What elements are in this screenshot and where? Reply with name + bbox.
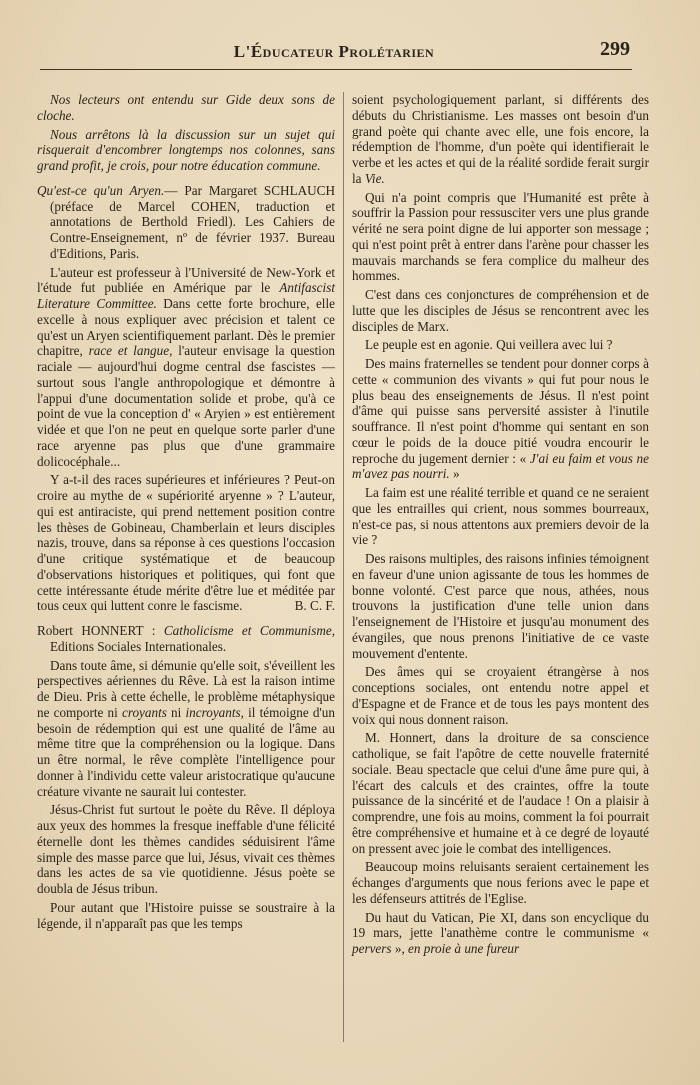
review-paragraph <box>352 910 649 957</box>
review-heading <box>37 183 335 262</box>
review-paragraph: Des âmes qui se croyaient étrangèrse à nos conceptions sociales, ont entendu notre appel et d'Espagne et de France et de tous les pays montent des voix qui nous donnent raison. <box>352 664 649 727</box>
review-paragraph: Des raisons multiples, des raisons infinies témoignent en faveur d'une union agissante de tous les hommes de bonne volonté. C'est parce que nous, athées, nous trouvons la justification d'une telle union dans l'enseignement de l'Histoire et jusqu'au monument des évangiles, que nous prenons l'initiative de ce vaste mouvement d'entente. <box>352 551 649 661</box>
review-paragraph: M. Honnert, dans la droiture de sa conscience catholique, se fait l'apôtre de cette nouvelle fraternité sociale. Beau spectacle que celui d'une âme pure qui, à l'écart des calculs et des craintes, offre la toute puissance de la sincérité et de l'audace ! On a plaisir à comprendre, une fois au moins, comment la foi pourrait être compréhensive et humaine et à ce degré de loyauté on pressent avec joie le combat des intelligences. <box>352 730 649 856</box>
editor-note-paragraph: Nos lecteurs ont entendu sur Gide deux sons de cloche. <box>37 92 335 123</box>
review-paragraph <box>37 472 335 614</box>
text-run: Vie. <box>364 170 385 186</box>
quote: J'ai eu faim et vous ne m'avez pas nourri. <box>352 450 649 482</box>
review-paragraph: Qui n'a point compris que l'Humanité est prête à souffrir la Passion pour ressusciter vers une plus grande vérité ne sera point digne de lui apporter son message ; qui n'est point prêt à entrer dans l'arène pour chasser les mauvais marchands se fera complice du malheur des hommes. <box>352 189 649 284</box>
review-reference: — Par Margaret SCHLAUCH (préface de Marcel COHEN, traduction et annotations de Berthold Friedl). Les Cahiers de Contre-Enseignement, nº de février 1937. Bureau d'Editions, Paris. <box>50 182 335 261</box>
text-run: l'auteur envisage la question raciale — aujourd'hui dogme central dse fascistes — surtout sous l'angle anthropologique et démontre à l'appui d'une documentation solide et probe, qu'à ce point de vue la conception d' « Aryien » est entièrement vidée et que l'on ne peut en quelque sorte parler d'une race aryenne pas plus que d'une grammaire dolicocéphale... <box>37 343 336 469</box>
text-run: Des mains fraternelles se tendent pour donner corps à cette « communion des vivants » qui fut pour nous le plus beau des enseignements de Jésus. Il n'est point d'âme qui puisse sans perversité assister à l'inutile souffrance. Il n'est point d'homme qui sentant en son cœur le poids de la douce pitié voudra encourir le reproche du jugement dernier : « <box>352 356 649 466</box>
text-run: en proie à une fureur <box>408 941 520 956</box>
text-run: croyants <box>121 704 167 720</box>
review-paragraph: Beaucoup moins reluisants seraient certainement les échanges d'arguments que nous ferions avec le pape et les défenseurs attitrés de l'Eglise. <box>352 859 649 906</box>
right-column <box>352 92 649 960</box>
review-paragraph: Le peuple est en agonie. Qui veillera avec lui ? <box>365 337 613 353</box>
running-title: L'Éducateur Prolétarien <box>233 42 435 61</box>
text-run: », <box>391 941 409 956</box>
journal-name: Antifascist Literature Committee. <box>37 280 335 311</box>
editor-note-paragraph: Nous arrêtons là la discussion sur un sujet qui risquerait d'encombrer longtemps nos colonnes, sans grand profit, je crois, pour notre éducation commune. <box>37 126 335 173</box>
page-number: 299 <box>600 38 630 60</box>
text-run: L'auteur est professeur à l'Université de New-York et l'étude fut publiée en Amérique par le <box>37 264 335 296</box>
review-title: Catholicisme et Communisme, <box>163 623 335 638</box>
header-rule <box>40 69 632 70</box>
review-paragraph <box>37 658 335 800</box>
text-run: Dans toute âme, si démunie qu'elle soit, s'éveillent les perspectives aériennes du Rêve. Là est la raison intime de Dieu. Pris à cette échelle, le problème métaphysique ne comporte ni <box>37 657 335 720</box>
review-signature: B. C. F. <box>294 598 335 614</box>
review-paragraph: C'est dans ces conjonctures de compréhension et de lutte que les disciples de Jésus se rencontrent avec les disciples de Marx. <box>352 287 649 334</box>
column-divider <box>343 92 344 1042</box>
chapter-name: race et langue, <box>88 343 173 359</box>
review-paragraph <box>352 92 649 187</box>
review-paragraph: La faim est une réalité terrible et quand ce ne seraient que les entrailles qui crient, nous sommes bourreaux, n'est-ce pas, si nous attentons aux premiers devoir de la vie ? <box>352 485 649 548</box>
text-run: ni <box>166 704 186 720</box>
review-title: Qu'est-ce qu'un Aryen. <box>37 182 165 198</box>
review-paragraph: Pour autant que l'Histoire puisse se soustraire à la légende, il n'apparaît pas que les temps <box>37 899 335 931</box>
text-run: il témoigne d'un besoin de rédemption qui est une qualité de l'âme au même titre que la compréhension ou la logique. Dans un être normal, le rêve complète l'intelligence pour donner à l'individu cette valeur aristocratique qu'aucune créature vivante ne saurait lui contester. <box>37 704 335 799</box>
review-paragraph <box>37 265 335 470</box>
review-paragraph: Jésus-Christ fut surtout le poète du Rêve. Il déploya aux yeux des hommes la fresque ineffable d'une félicité éternelle dont les thèmes candides séduisirent l'âme simple des masse parce que lui, Jésus, vivait ces thèmes dans les actes de sa vie quotidienne. Jésus poète se doubla de Jésus tribun. <box>37 802 335 896</box>
text-run: soient psychologiquement parlant, si différents des débuts du Christianisme. Les masses ont besoin d'un grand poète qui chante avec elle, une fois encore, la rédemption de l'homme, d'un poète qui identifierait le verbe et les actes et qui de la réalité sordide ferait surgir la <box>352 92 649 186</box>
review-publisher: Editions Sociales Internationales. <box>50 638 227 654</box>
text-run: Dans cette forte brochure, elle excelle à nous expliquer avec précision et talent ce qu'est un Aryen scientifiquement parlant. Dès le premier chapitre, <box>37 296 335 359</box>
left-column <box>37 92 335 934</box>
page-header <box>38 38 630 68</box>
text-run: incroyants, <box>185 704 244 720</box>
text-run: Y a-t-il des races supérieures et inférieures ? Peut-on croire au mythe de « supériorité aryenne » ? L'auteur, qui est antiraciste, qui prend nettement position contre les thèses de Gobineau, Chamberlain et leurs disciples nazis, trouve, dans sa réponse à ces questions l'occasion d'une critique systématique et de beaucoup d'observations historiques et politiques, qui font que cette intéressante étude mérite d'être lue et méditée par tous ceux qui luttent conre le fascisme. <box>37 472 335 614</box>
text-run: pervers <box>352 941 392 956</box>
review-paragraph <box>352 356 649 482</box>
text-run: Du haut du Vatican, Pie XI, dans son encyclique du 19 mars, jette l'anathème contre le communisme « <box>352 909 649 941</box>
review-author: Robert HONNERT : <box>37 623 164 638</box>
review-heading <box>37 623 335 655</box>
text-run: » <box>449 466 460 482</box>
